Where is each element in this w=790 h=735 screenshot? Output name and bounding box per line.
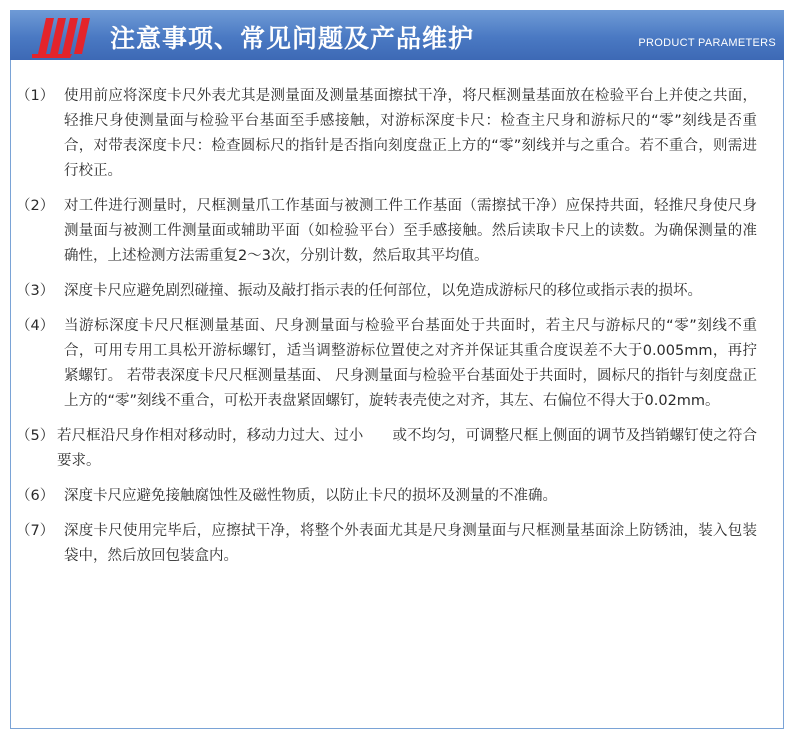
- list-item: [11, 519, 783, 569]
- item-text: 深度卡尺使用完毕后，应擦拭干净，将整个外表面尤其是尺身测量面与尺框测量基面涂上防锈油，装入包装袋中，然后放回包装盒内。: [64, 523, 757, 564]
- item-number: （1）: [16, 88, 55, 104]
- item-text: 深度卡尺应避免接触腐蚀性及磁性物质，以防止卡尺的损坏及测量的不准确。: [64, 488, 557, 504]
- item-text: 当游标深度卡尺尺框测量基面、尺身测量面与检验平台基面处于共面时，若主尺与游标尺的“零”刻线不重合，可用专用工具松开游标螺钉，适当调整游标位置使之对齐并保证其重合度误差不大于0.005mm，再拧紧螺钉。 若带表深度卡尺尺框测量基面、 尺身测量面与检验平台基面处于共面时，圆标尺的指针与刻度盘正上方的“零”刻线不重合，可松开表盘紧固螺钉，旋转表壳使之对齐，其左、右偏位不得大于0.02mm。: [64, 318, 757, 409]
- page-title: 注意事项、常见问题及产品维护: [110, 24, 475, 53]
- content-panel: [10, 60, 784, 729]
- item-text: 若尺框沿尺身作相对移动时，移动力过大、过小 或不均匀，可调整尺框上侧面的调节及挡销螺钉使之符合要求。: [57, 428, 757, 469]
- list-item: [11, 314, 783, 414]
- section-header: [10, 10, 784, 60]
- item-text: 深度卡尺应避免剧烈碰撞、振动及敲打指示表的任何部位，以免造成游标尺的移位或指示表的损坏。: [64, 283, 702, 299]
- item-number: （4）: [16, 318, 55, 334]
- item-number: （5）: [16, 428, 55, 444]
- page-subtitle: PRODUCT PARAMETERS: [638, 37, 776, 49]
- item-text: 使用前应将深度卡尺外表尤其是测量面及测量基面擦拭干净，将尺框测量基面放在检验平台上并使之共面，轻推尺身使测量面与检验平台基面至手感接触，对游标深度卡尺：检查主尺身和游标尺的“零”刻线是否重合，对带表深度卡尺：检查圆标尺的指针是否指向刻度盘正上方的“零”刻线并与之重合。若不重合，则需进行校正。: [64, 88, 757, 179]
- notes-list: [11, 84, 783, 579]
- list-item: [11, 484, 783, 509]
- item-number: （7）: [16, 523, 55, 539]
- item-text: 对工件进行测量时，尺框测量爪工作基面与被测工件工作基面（需擦拭干净）应保持共面，轻推尺身使尺身测量面与被测工件测量面或辅助平面（如检验平台）至手感接触。然后读取卡尺上的读数。为确保测量的准确性，上述检测方法需重复2～3次，分别计数，然后取其平均值。: [64, 198, 757, 264]
- item-number: （3）: [16, 283, 55, 299]
- list-item: [11, 84, 783, 184]
- list-item: [11, 279, 783, 304]
- item-number: （2）: [16, 198, 55, 214]
- item-number: （6）: [16, 488, 55, 504]
- brand-stripes-logo-icon: [32, 14, 96, 58]
- list-item: [11, 424, 783, 474]
- list-item: [11, 194, 783, 269]
